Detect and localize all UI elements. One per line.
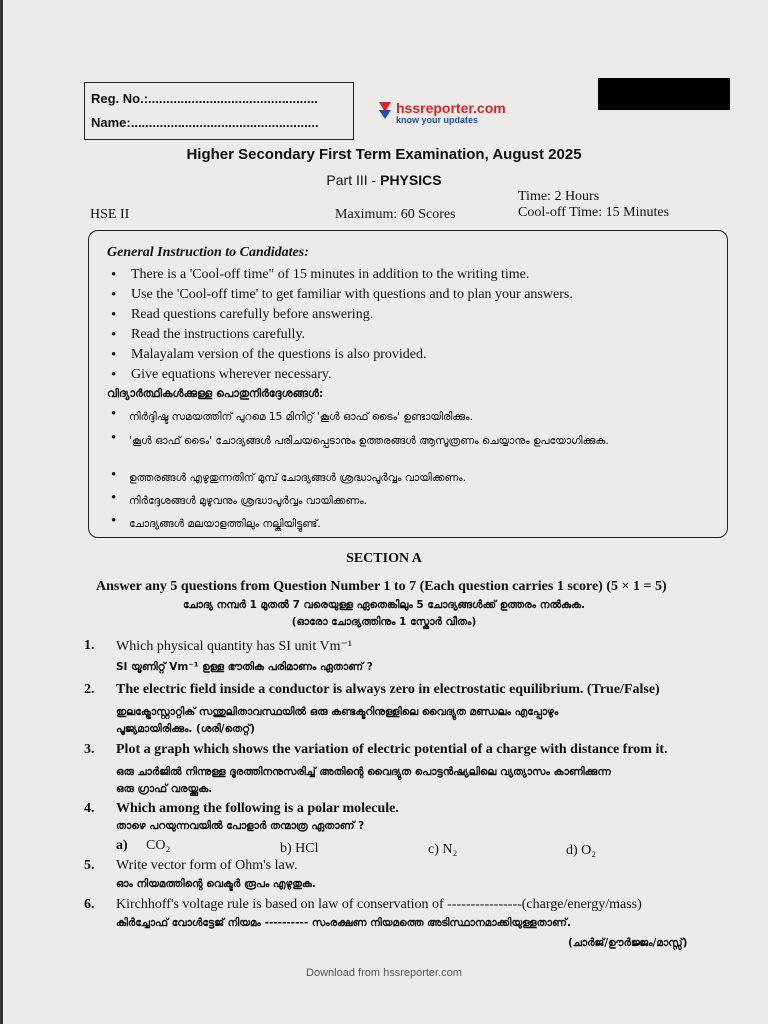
instructions-heading: General Instruction to Candidates: [107,245,309,260]
instruction-item: • Read questions carefully before answering. [109,305,573,325]
question-text: Which physical quantity has SI unit Vm⁻¹ [116,639,353,654]
registration-box [84,82,354,140]
logo-brand: hssreporter.com [396,100,506,116]
question-text-ml: കിർച്ചോഫ് വോൾട്ടേജ് നിയമം ---------- സംരക്ഷണ നിയമത്തെ അടിസ്ഥാനമാക്കിയുള്ളതാണ്. [116,917,571,929]
question-text-ml: ഒരു ചാർജിൽ നിന്നുള്ള ദൂരത്തിനനുസരിച്ച് അതിന്റെ വൈദ്യുത പൊട്ടൻഷ്യലിലെ വ്യത്യാസം കാണിക്കുന്ന [116,766,611,778]
exam-title: Higher Secondary First Term Examination, August 2025 [186,146,582,163]
logo-mark-icon [376,100,394,120]
option-a-value: CO₂ [146,838,171,853]
name-label: Name:.................................................... [91,115,319,130]
option-a-label: a) [116,838,128,853]
reg-no-label: Reg. No.:............................................... [91,91,318,106]
question-number: 1. [84,638,95,653]
ml-instruction-item: ഉത്തരങ്ങൾ എഴുതുന്നതിന് മുമ്പ് ചോദ്യങ്ങൾ ശ്രദ്ധാപൂർവ്വം വായിക്കണം. [129,472,467,484]
question-text: Kirchhoff's voltage rule is based on law of conservation of ----------------(charge/energy/mass) [116,897,642,912]
cool-off-time: Cool-off Time: 15 Minutes [518,205,670,220]
ml-instruction-item: നിർദ്ദിഷ്ട സമയത്തിന് പുറമെ 15 മിനിറ്റ് 'കൂൾ ഓഫ് ടൈം' ഉണ്ടായിരിക്കും. [129,411,473,423]
bullet-icon: • [111,513,117,529]
option-d: d) O₂ [566,843,597,858]
instructions-ml-heading: വിദ്യാർത്ഥികൾക്കുള്ള പൊതുനിർദ്ദേശങ്ങൾ: [107,387,324,400]
question-text-ml: താഴെ പറയുന്നവയിൽ പോളാർ തന്മാത്ര ഏതാണ് ? [116,820,365,832]
section-instruction-ml: ചോദ്യ നമ്പർ 1 മുതൽ 7 വരെയുള്ള ഏതെങ്കിലും 5 ചോദ്യങ്ങൾക്ക് ഉത്തരം നൽകുക. [182,599,586,611]
ml-instruction-item: ചോദ്യങ്ങൾ മലയാളത്തിലും നല്കിയിട്ടുണ്ട്. [129,518,321,530]
max-scores: Maximum: 60 Scores [335,207,456,222]
question-text-ml: SI യൂണിറ്റ് Vm⁻¹ ഉള്ള ഭൗതിക പരിമാണം ഏതാണ് ? [116,661,373,673]
question-text: The electric field inside a conductor is always zero in electrostatic equilibrium. (True/False) [116,682,660,697]
instructions-list [109,265,573,385]
question-text: Which among the following is a polar molecule. [116,801,399,816]
option-b: b) HCl [280,841,319,856]
subject: PHYSICS [380,172,442,188]
question-number: 3. [84,742,95,757]
ml-instruction-item: 'കൂൾ ഓഫ് ടൈം' ചോദ്യങ്ങൾ പരിചയപ്പെടാനും ഉത്തരങ്ങൾ ആസൂത്രണം ചെയ്യാനും ഉപയോഗിക്കുക. [129,435,609,447]
logo-tagline: know your updates [396,115,479,125]
question-text-ml-2: ഒരു ഗ്രാഫ് വരയ്ക്കുക. [116,783,213,795]
question-number: 4. [84,801,95,816]
ml-instruction-item: നിർദ്ദേശങ്ങൾ മുഴുവനും ശ്രദ്ധാപൂർവ്വം വായിക്കണം. [129,495,367,507]
bullet-icon: • [111,467,117,483]
footer-link[interactable]: Download from hssreporter.com [306,967,462,979]
redaction-block [598,78,730,110]
instruction-item: • Malayalam version of the questions is also provided. [109,345,573,365]
question-text-ml: ഇലക്ട്രോസ്റ്റാറ്റിക് സന്തുലിതാവസ്ഥയിൽ ഒരു കണ്ടക്ടറിനുള്ളിലെ വൈദ്യുത മണ്ഡലം എപ്പോഴും [116,706,559,718]
question-number: 2. [84,682,95,697]
section-instruction: Answer any 5 questions from Question Number 1 to 7 (Each question carries 1 score) (5 × 1 = 5) [96,579,667,594]
instruction-item: • Give equations wherever necessary. [109,365,573,385]
part-subject [0,172,768,188]
question-number: 5. [84,858,95,873]
section-instruction-ml-2: (ഓരോ ചോദ്യത്തിനും 1 സ്കോർ വീതം) [291,616,477,628]
instruction-item: • Read the instructions carefully. [109,325,573,345]
question-text: Plot a graph which shows the variation of electric potential of a charge with distance from it. [116,742,668,757]
section-title: SECTION A [346,551,422,566]
bullet-icon: • [111,430,117,446]
class-label: HSE II [90,207,130,222]
question-text-ml: ഓം നിയമത്തിന്റെ വെക്ടർ രൂപം എഴുതുക. [116,878,316,890]
question-text: Write vector form of Ohm's law. [116,858,298,873]
exam-time: Time: 2 Hours [518,189,600,204]
option-c: c) N₂ [428,842,458,857]
instructions-box [88,230,728,538]
part-prefix: Part III - [326,172,381,188]
question-number: 6. [84,897,95,912]
question-text-ml-2: പൂജ്യമായിരിക്കും. (ശരി/തെറ്റ്) [116,723,255,735]
question-text-ml-2: (ചാർജ്/ഊർജ്ജം/മാസ്സ്) [568,937,688,949]
instruction-item: • There is a 'Cool-off time" of 15 minutes in addition to the writing time. [109,265,573,285]
bullet-icon: • [111,490,117,506]
instruction-item: • Use the 'Cool-off time' to get familiar with questions and to plan your answers. [109,285,573,305]
bullet-icon: • [111,406,117,422]
